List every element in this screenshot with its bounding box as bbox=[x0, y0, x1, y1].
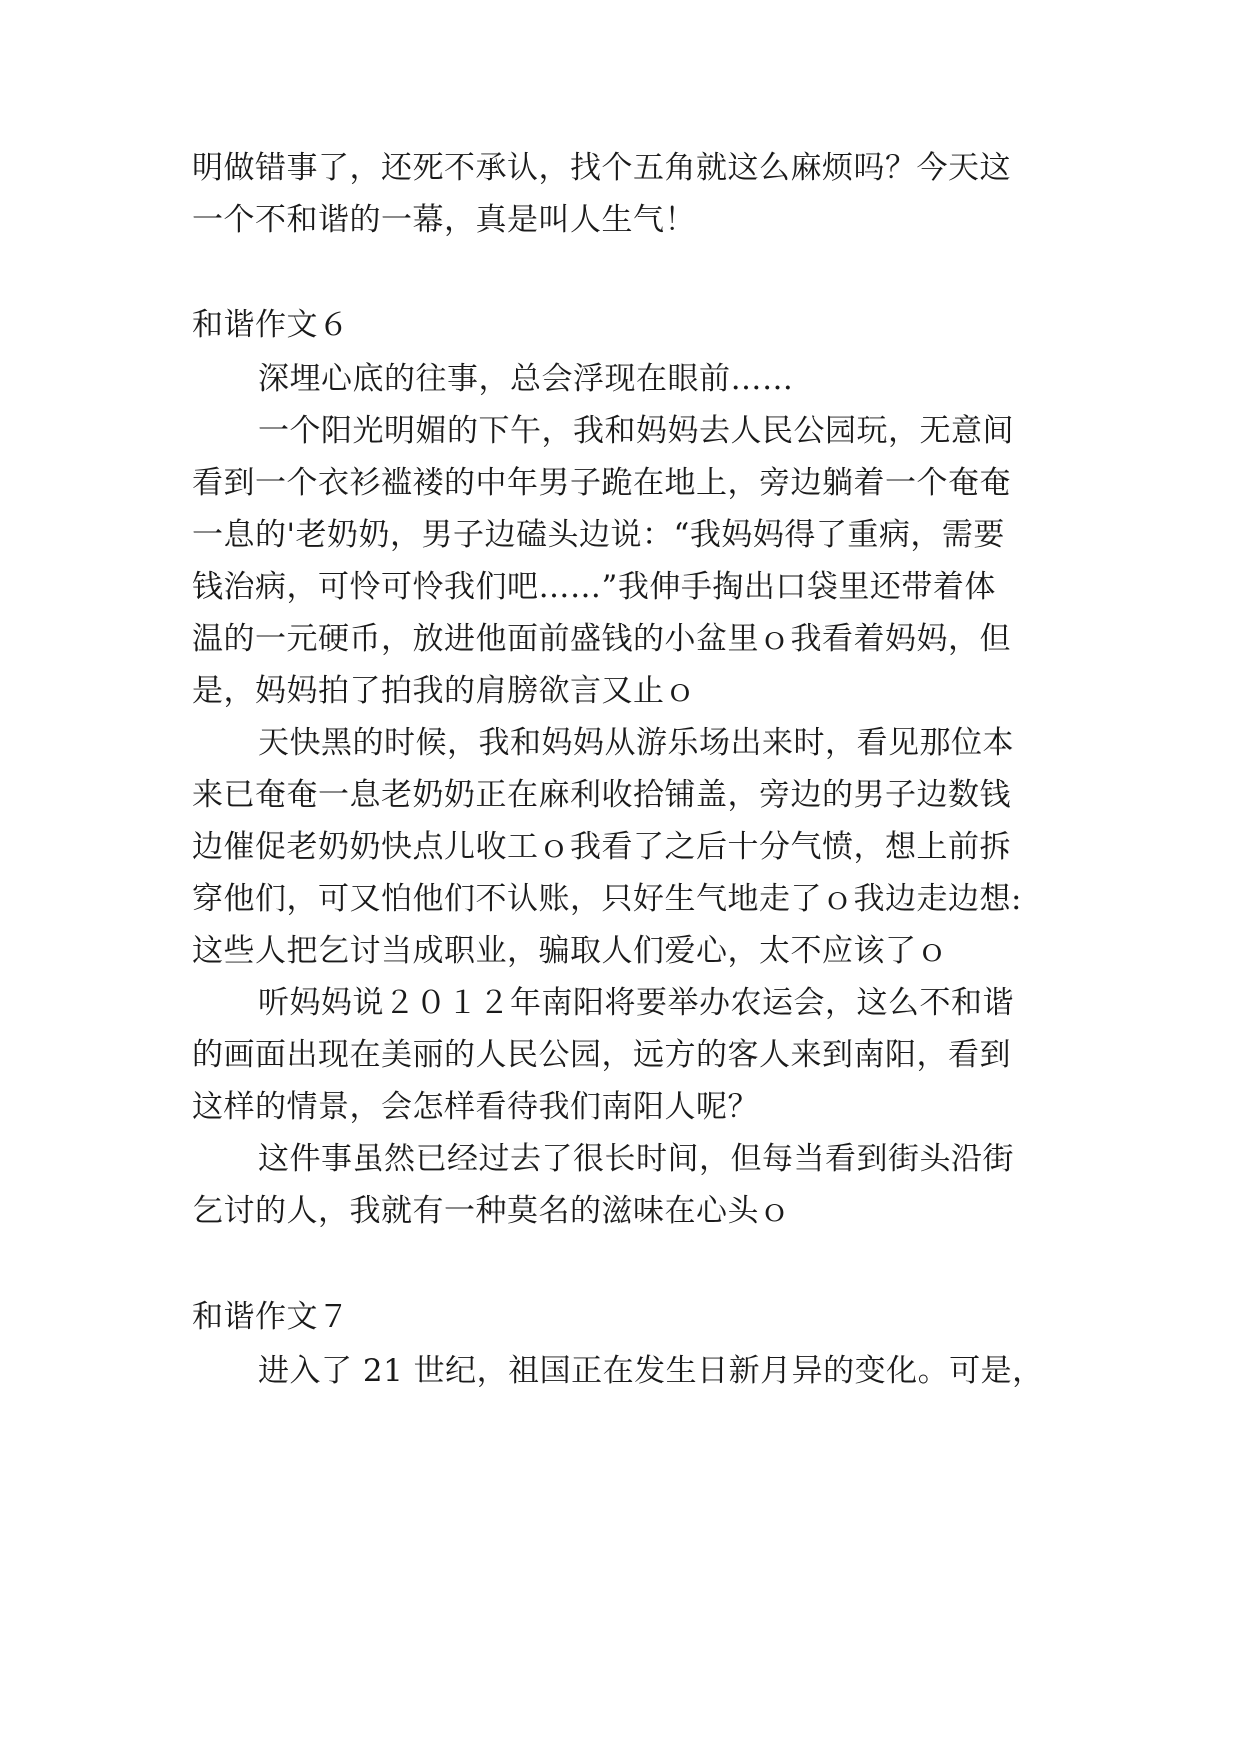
paragraph-line: 钱治病，可怜可怜我们吧……”我伸手掏出口袋里还带着体 bbox=[192, 569, 996, 605]
paragraph-line: 一息的'老奶奶，男子边磕头边说：“我妈妈得了重病，需要 bbox=[192, 517, 1005, 553]
paragraph-line: 这件事虽然已经过去了很长时间，但每当看到街头沿街 bbox=[258, 1141, 1014, 1177]
paragraph-line: 一个阳光明媚的下午，我和妈妈去人民公园玩，无意间 bbox=[258, 413, 1014, 449]
paragraph-line: 边催促老奶奶快点儿收工ｏ我看了之后十分气愤，想上前拆 bbox=[192, 829, 1011, 865]
body-text-line: 一个不和谐的一幕，真是叫人生气！ bbox=[192, 202, 696, 238]
paragraph-line: 进入了 21 世纪，祖国正在发生日新月异的变化。可是， bbox=[258, 1353, 1044, 1389]
paragraph-line: 这样的情景，会怎样看待我们南阳人呢？ bbox=[192, 1089, 759, 1125]
paragraph-line: 是，妈妈拍了拍我的肩膀欲言又止ｏ bbox=[192, 673, 696, 709]
paragraph-line: 穿他们，可又怕他们不认账，只好生气地走了ｏ我边走边想: bbox=[192, 881, 1022, 917]
body-text-line: 明做错事了，还死不承认，找个五角就这么麻烦吗？今天这 bbox=[192, 150, 1011, 186]
essay-heading: 和谐作文７ bbox=[192, 1299, 350, 1335]
paragraph-line: 乞讨的人，我就有一种莫名的滋味在心头ｏ bbox=[192, 1193, 791, 1229]
paragraph-line: 看到一个衣衫褴褛的中年男子跪在地上，旁边躺着一个奄奄 bbox=[192, 465, 1011, 501]
paragraph-line: 温的一元硬币，放进他面前盛钱的小盆里ｏ我看着妈妈，但 bbox=[192, 621, 1011, 657]
paragraph-line: 天快黑的时候，我和妈妈从游乐场出来时，看见那位本 bbox=[258, 725, 1014, 761]
paragraph-line: 的画面出现在美丽的人民公园，远方的客人来到南阳，看到 bbox=[192, 1037, 1011, 1073]
essay-heading: 和谐作文６ bbox=[192, 307, 350, 343]
paragraph-line: 来已奄奄一息老奶奶正在麻利收拾铺盖，旁边的男子边数钱 bbox=[192, 777, 1011, 813]
paragraph-line: 听妈妈说２０１２年南阳将要举办农运会，这么不和谐 bbox=[258, 985, 1014, 1021]
paragraph-line: 这些人把乞讨当成职业，骗取人们爱心，太不应该了ｏ bbox=[192, 933, 948, 969]
paragraph-line: 深埋心底的往事，总会浮现在眼前…… bbox=[258, 361, 794, 397]
